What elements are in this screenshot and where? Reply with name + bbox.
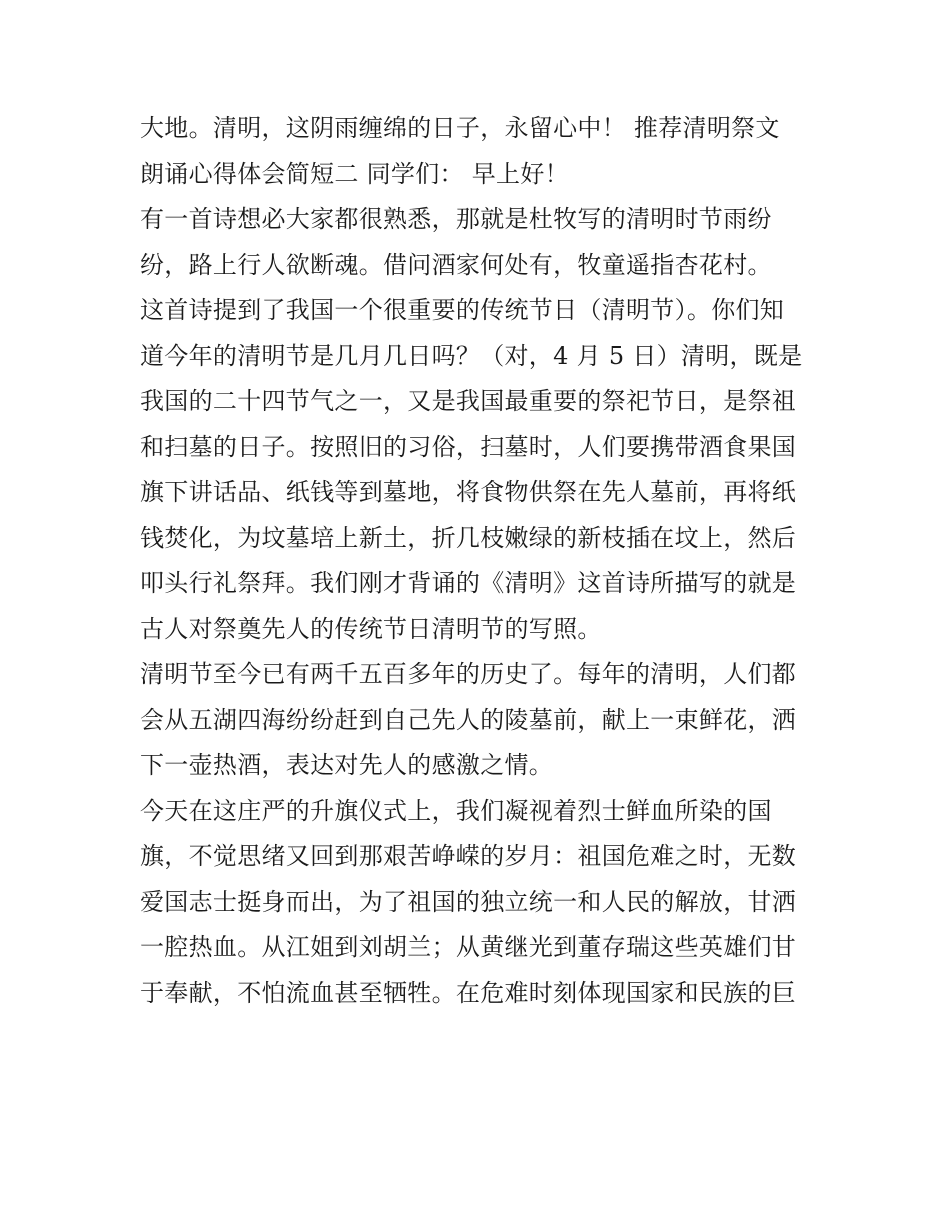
text-line-11: 叩头行礼祭拜。我们刚才背诵的《清明》这首诗所描写的就是 <box>140 569 797 597</box>
text-line-1: 大地。清明，这阴雨缠绵的日子，永留心中！ 推荐清明祭文 <box>140 114 780 142</box>
text-line-4: 纷，路上行人欲断魂。借问酒家何处有，牧童遥指杏花村。 <box>140 250 772 279</box>
text-line-16: 今天在这庄严的升旗仪式上，我们凝视着烈士鲜血所染的国 <box>140 796 772 825</box>
text-line-18: 爱国志士挺身而出，为了祖国的独立统一和人民的解放，甘洒 <box>140 887 797 916</box>
document-body <box>140 106 820 1016</box>
text-line-3: 有一首诗想必大家都很熟悉，那就是杜牧写的清明时节雨纷 <box>140 205 772 233</box>
text-line-8: 和扫墓的日子。按照旧的习俗，扫墓时，人们要携带酒食果国 <box>140 432 797 461</box>
text-line-19: 一腔热血。从江姐到刘胡兰；从黄继光到董存瑞这些英雄们甘 <box>140 933 797 961</box>
text-line-5: 这首诗提到了我国一个很重要的传统节日（清明节）。你们知 <box>140 296 785 324</box>
text-line-20: 于奉献，不怕流血甚至牺牲。在危难时刻体现国家和民族的巨 <box>140 978 797 1007</box>
text-line-7: 我国的二十四节气之一，又是我国最重要的祭祀节日，是祭祖 <box>140 387 797 415</box>
text-line-6: 道今年的清明节是几月几日吗？（对，4 月 5 日）清明，既是 <box>140 341 803 370</box>
text-line-13: 清明节至今已有两千五百多年的历史了。每年的清明，人们都 <box>140 660 797 688</box>
text-line-12: 古人对祭奠先人的传统节日清明节的写照。 <box>140 614 602 643</box>
text-line-10: 钱焚化，为坟墓培上新土，折几枝嫩绿的新枝插在坟上，然后 <box>140 523 797 552</box>
text-line-17: 旗，不觉思绪又回到那艰苦峥嵘的岁月：祖国危难之时，无数 <box>140 842 797 870</box>
text-line-9: 旗下讲话品、纸钱等到墓地，将食物供祭在先人墓前，再将纸 <box>140 478 797 506</box>
text-line-14: 会从五湖四海纷纷赶到自己先人的陵墓前，献上一束鲜花，洒 <box>140 705 797 734</box>
text-line-2: 朗诵心得体会简短二 同学们： 早上好！ <box>140 159 569 188</box>
text-line-15: 下一壶热酒，表达对先人的感激之情。 <box>140 751 554 779</box>
